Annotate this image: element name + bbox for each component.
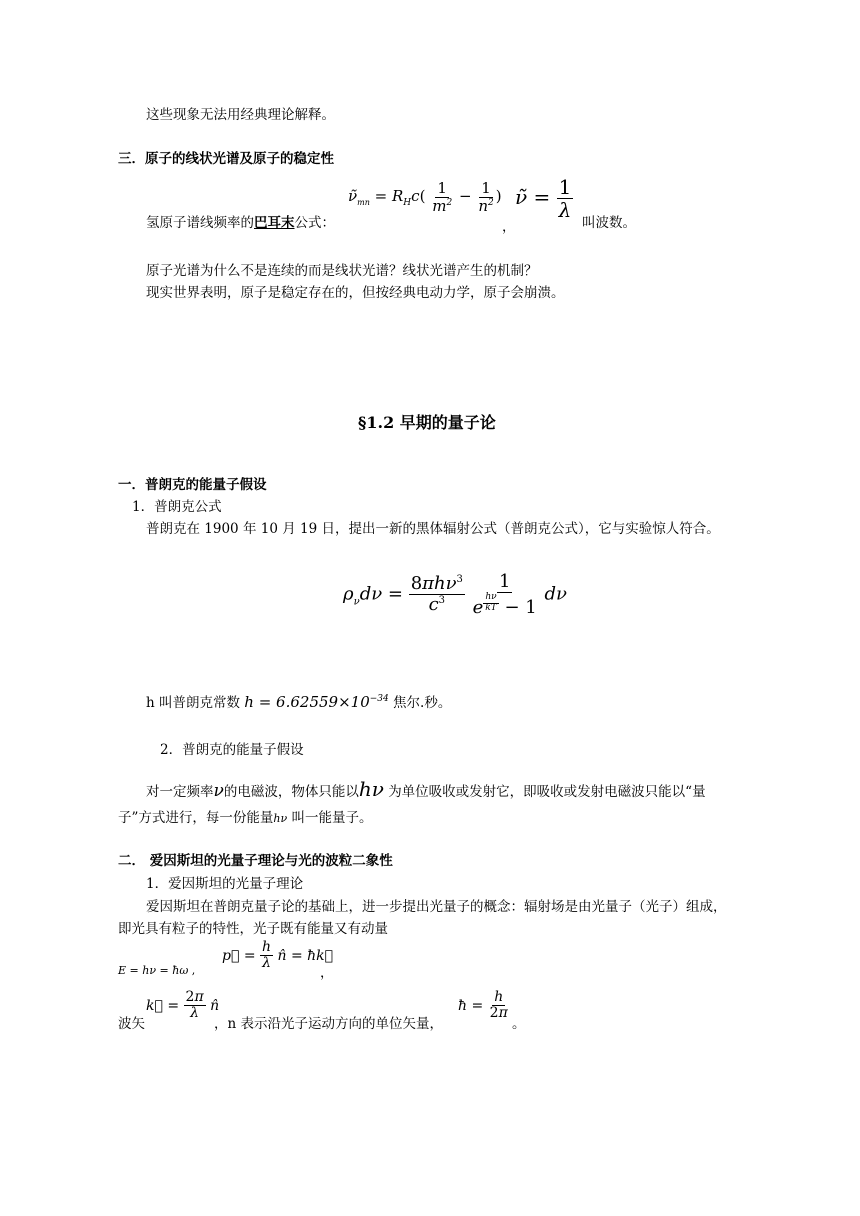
stability-line: 现实世界表明，原子是稳定存在的，但按经典电动力学，原子会崩溃。	[146, 285, 565, 301]
planck-constant-line	[146, 690, 451, 712]
balmer-formula: $\nũ_{mn} = R_Hc$( $\frac{1}{m^2}$ − $\frac{1}{n^2}$ )	[348, 179, 502, 215]
wave-vector-label: 波矢	[118, 1016, 145, 1032]
part1-heading: 一．普朗克的能量子假设	[118, 477, 267, 493]
part2-heading: 二． 爱因斯坦的光量子理论与光的波粒二象性	[118, 853, 393, 869]
balmer-suffix: 公式：	[294, 215, 335, 231]
balmer-name: 巴耳末	[254, 215, 295, 231]
balmer-prefix: 氢原子谱线频率的	[146, 215, 254, 231]
planck-formula-subheading: 1．普朗克公式	[132, 499, 222, 515]
final-period: 。	[512, 1016, 526, 1032]
energy-quantum-subheading: 2．普朗克的能量子假设	[160, 742, 304, 758]
planck-intro: 普朗克在 1900 年 10 月 19 日，提出一新的黑体辐射公式（普朗克公式），它与实验惊人符合。	[146, 521, 720, 537]
energy-quantum-para-line2: 子”方式进行，每一份能量hν 叫一能量子。	[118, 810, 373, 826]
wave-vector-description: ，n 表示沿光子运动方向的单位矢量，	[214, 1016, 443, 1032]
wavenumber-formula: ν̃ = $\frac{1}{\lambda}$	[515, 175, 572, 222]
hbar-formula: ħ = $\frac{h}{2\pi}$	[458, 989, 508, 1022]
einstein-para-line2: 即光具有粒子的特性，光子既有能量又有动量	[118, 921, 388, 937]
einstein-para-line1: 爱因斯坦在普朗克量子论的基础上，进一步提出光量子的概念：辐射场是由光量子（光子）组成，	[146, 899, 727, 915]
planck-constant-unit: 焦尔.秒。	[393, 695, 452, 711]
momentum-comma: ，	[320, 965, 334, 981]
intro-line: 这些现象无法用经典理论解释。	[146, 107, 335, 123]
chapter-title: §1.2 早期的量子论	[358, 413, 496, 432]
einstein-subheading: 1．爱因斯坦的光量子理论	[146, 876, 304, 892]
wavenumber-text: 叫波数。	[582, 215, 636, 231]
wave-vector-formula: k⃗ = $\frac{2\pi}{\lambda}$ n̂	[146, 989, 220, 1022]
energy-formula: E = hν = ħω ,	[118, 964, 196, 977]
question-line: 原子光谱为什么不是连续的而是线状光谱？线状光谱产生的机制？	[146, 263, 538, 279]
momentum-formula: p⃗ = $\frac{h}{\lambda}$ n̂ = ħk⃗	[222, 939, 334, 972]
balmer-line	[146, 214, 335, 232]
planck-constant-value: $h = 6.62559\times 10^{-34}$	[244, 693, 389, 711]
planck-formula: $\rho_\nu d\nu$ = $\frac{8\pi h\nu^3}{c^3}$ 1 e $^{\frac{h\nu}{kT}}$ − 1 dν	[343, 571, 567, 618]
comma-sep: ，	[502, 219, 516, 235]
energy-quantum-para-line1: 对一定频率ν的电磁波，物体只能以hν 为单位吸收或发射它，即吸收或发射电磁波只能以“量	[146, 777, 706, 801]
section3-heading: 三．原子的线状光谱及原子的稳定性	[118, 151, 334, 167]
planck-constant-label: h 叫普朗克常数	[146, 695, 240, 711]
